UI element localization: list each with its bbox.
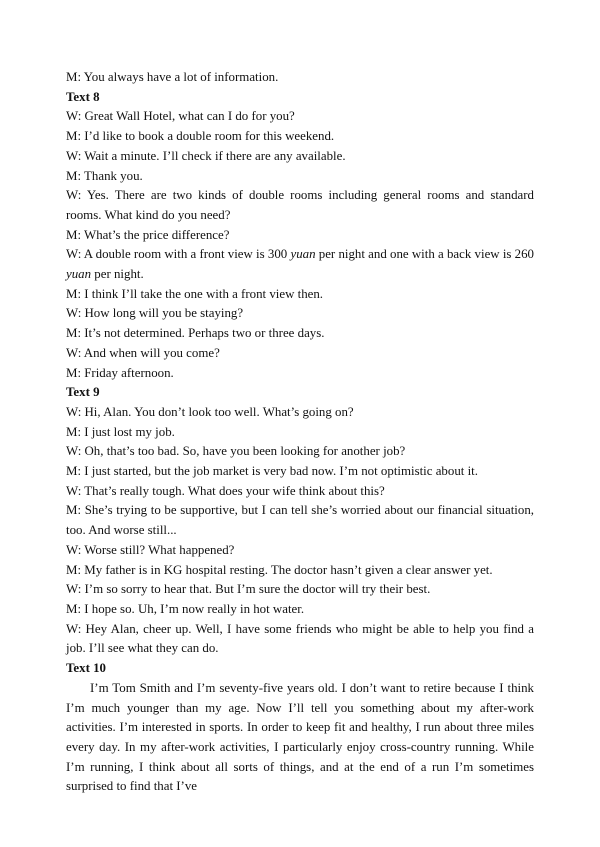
- text-run: per night.: [91, 267, 144, 282]
- dialogue-line: M: I think I’ll take the one with a front view then.: [66, 286, 324, 301]
- section-heading: Text 9: [66, 385, 100, 400]
- dialogue-line: M: Friday afternoon.: [66, 365, 174, 380]
- italic-term: yuan: [66, 267, 92, 282]
- dialogue-line: M: I just started, but the job market is very bad now. I’m not optimistic about it.: [66, 464, 478, 479]
- dialogue-line: M: I’d like to book a double room for this weekend.: [66, 129, 335, 144]
- document-body: [66, 68, 534, 797]
- dialogue-line: M: It’s not determined. Perhaps two or three days.: [66, 326, 325, 341]
- dialogue-line: M: Thank you.: [66, 168, 143, 183]
- section-heading: Text 10: [66, 661, 106, 676]
- dialogue-line: W: Yes. There are two kinds of double rooms including general rooms and standard rooms. What kind do you need?: [66, 188, 534, 222]
- text-run: per night and one with a back view is 260: [315, 247, 534, 262]
- dialogue-line: W: Great Wall Hotel, what can I do for you?: [66, 109, 295, 124]
- dialogue-line: W: How long will you be staying?: [66, 306, 244, 321]
- dialogue-line: [66, 245, 534, 284]
- dialogue-line: M: You always have a lot of information.: [66, 70, 279, 84]
- italic-term: yuan: [290, 247, 316, 262]
- dialogue-line: M: I hope so. Uh, I’m now really in hot water.: [66, 601, 305, 616]
- dialogue-line: W: Wait a minute. I’ll check if there are any available.: [66, 148, 346, 163]
- dialogue-line: W: Worse still? What happened?: [66, 542, 235, 557]
- passage-paragraph: I’m Tom Smith and I’m seventy-five years old. I don’t want to retire because I think I’m much younger than my age. Now I’ll tell you something about my after-work activities. I’m interested in sports. In order to keep fit and healthy, I run about three miles every day. In my after-work activities, I particularly enjoy cross-country running. While I’m running, I think about all sorts of things, and at the end of a run I’m sometimes surprised to find that I’ve: [66, 680, 534, 794]
- dialogue-line: W: Hey Alan, cheer up. Well, I have some friends who might be able to help you find a job. I’ll see what they can do.: [66, 621, 534, 656]
- dialogue-line: W: Oh, that’s too bad. So, have you been looking for another job?: [66, 444, 406, 459]
- dialogue-line: W: Hi, Alan. You don’t look too well. What’s going on?: [66, 404, 354, 419]
- text-run: W: A double room with a front view is 300: [66, 247, 291, 262]
- dialogue-line: W: And when will you come?: [66, 345, 220, 360]
- dialogue-line: M: She’s trying to be supportive, but I can tell she’s worried about our financial situation, too. And worse still...: [66, 503, 534, 538]
- section-heading: Text 8: [66, 89, 100, 104]
- dialogue-line: M: My father is in KG hospital resting. The doctor hasn’t given a clear answer yet.: [66, 562, 493, 577]
- dialogue-line: M: What’s the price difference?: [66, 227, 230, 242]
- dialogue-line: W: I’m so sorry to hear that. But I’m sure the doctor will try their best.: [66, 582, 431, 597]
- dialogue-line: M: I just lost my job.: [66, 424, 175, 439]
- dialogue-line: W: That’s really tough. What does your wife think about this?: [66, 483, 385, 498]
